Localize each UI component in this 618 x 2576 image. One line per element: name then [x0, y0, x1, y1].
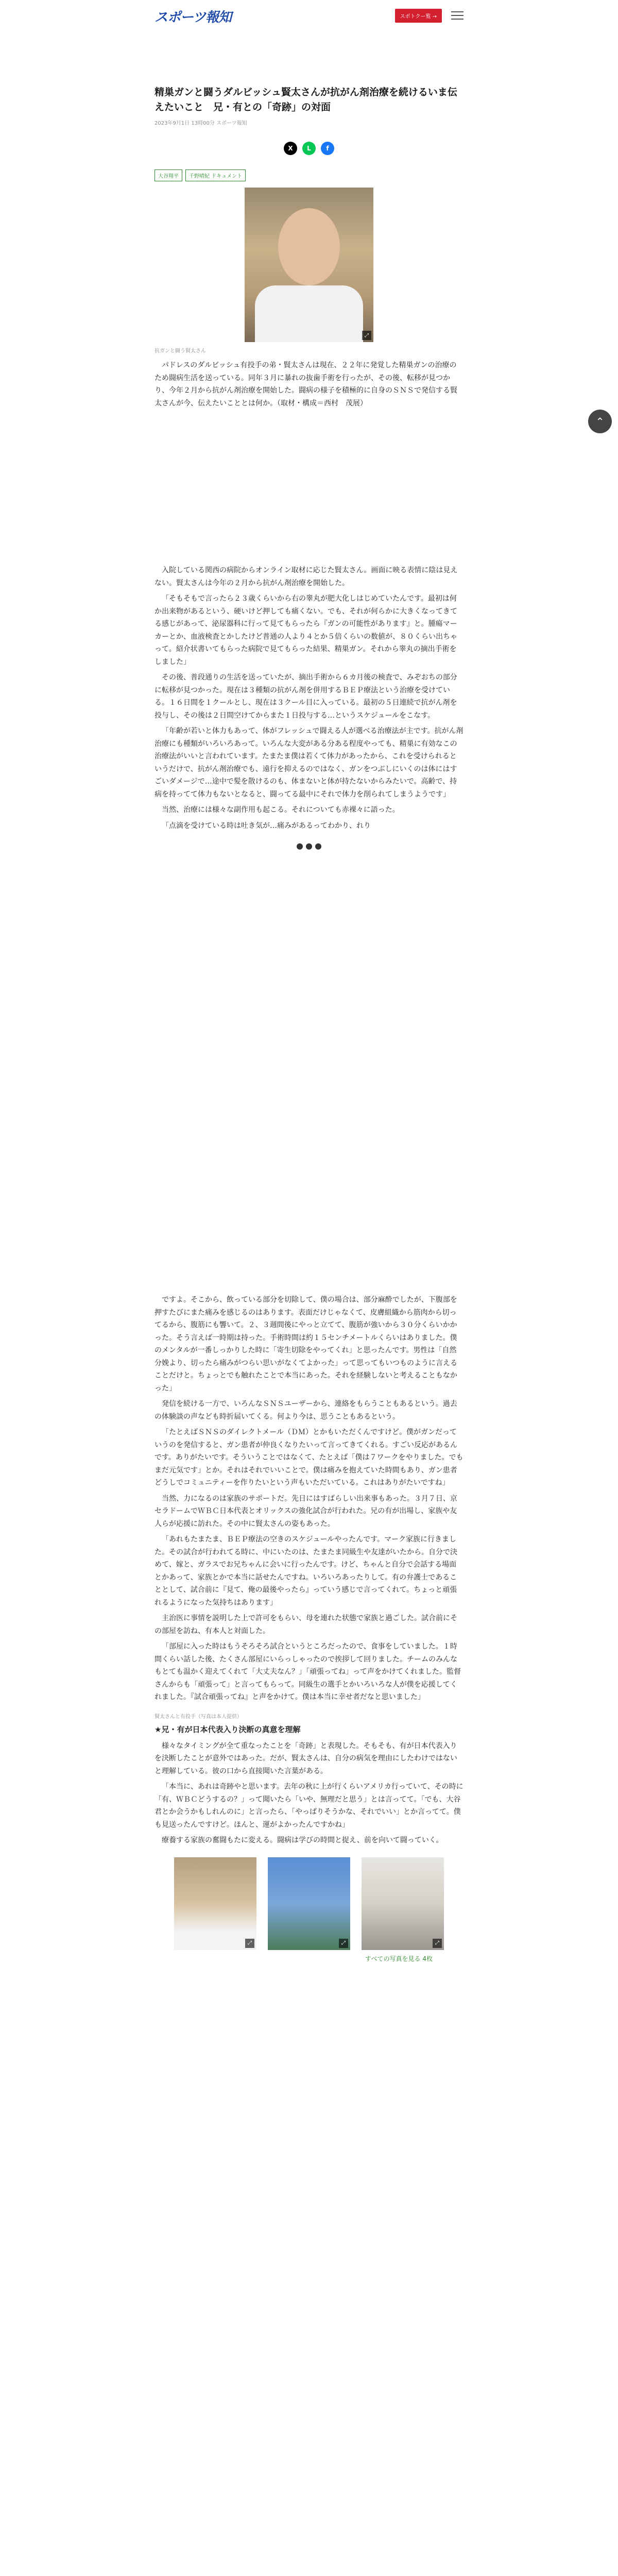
scroll-to-top-button[interactable]: ⌃ — [588, 410, 612, 433]
facebook-share-icon[interactable]: f — [321, 142, 334, 155]
paragraph-14: 「部屋に入った時はもうそろそろ試合というところだったので、食事をしていました。１時間くらい話した後、たくさん部屋にいらっしゃったので挨拶して回りました。チームのみんなもとても温かく迎えてくれて「大丈夫なん？」「頑張ってね」って声をかけてくれました。監督さんからも「頑張って」と言ってもらって。同級生の選手とかいろいろな人が僕を応援してくれました。『試合頑張ってね』と声をかけて。僕は本当に幸せ者だなと思いました」 — [154, 1642, 461, 1701]
thumbnail-1[interactable] — [174, 1857, 256, 1950]
thumbnail-2[interactable] — [268, 1857, 350, 1950]
site-header — [154, 0, 464, 28]
tag-1[interactable]: 大谷翔平 — [154, 170, 182, 181]
paragraph-2: 入院している関西の病院からオンライン取材に応じた賢太さん。画面に映る表情に陰は見えない。賢太さんは今年の２月から抗がん剤治療を開始した。 — [154, 566, 458, 587]
photo-thumbnails — [154, 1857, 464, 1950]
view-all-photos-link[interactable]: すべての写真を見る 4枚 — [365, 1955, 433, 1962]
hamburger-menu-icon[interactable] — [451, 11, 464, 20]
site-logo[interactable]: スポーツ報知 — [154, 9, 231, 25]
tag-list — [154, 170, 464, 181]
x-share-icon[interactable]: X — [284, 142, 297, 155]
photo-subject-face — [278, 208, 340, 285]
header-actions — [395, 9, 464, 23]
paragraph-6: 当然、治療には様々な副作用も起こる。それについても赤裸々に語った。 — [162, 806, 400, 814]
paragraph-16: 「本当に、あれは奇跡やと思います。去年の秋に上が行くらいアメリカ行っていて、その時に「有、ＷＢＣどうするの？」って聞いたら「いや、無理だと思う」とは言ってて。「でも、大谷君とか会うかもしれんのに」と言ったら、「やっぱりそうかな、それでいい」とか言ってて。僕も見送ったんですけど。ほんと、運がよかったんですかね」 — [154, 1783, 464, 1829]
zoom-icon[interactable]: ⤢ — [245, 1939, 254, 1948]
photo-caption: 抗ガンと闘う賢太さん — [154, 348, 206, 354]
photo-caption-2: 賢太さんと有投手（写真は本人提供） — [154, 1714, 242, 1720]
zoom-icon[interactable]: ⤢ — [433, 1939, 442, 1948]
paragraph-11: 当然、力になるのは家族のサポートだ。先日にはすばらしい出来事もあった。３月７日、京セラドームでＷＢＣ日本代表とオリックスの強化試合が行われた。兄の有が出場し、家族や友人らが応援に訪れた。その中に賢太さんの姿もあった。 — [154, 1494, 457, 1528]
paragraph-8: ですよ。そこから、飲っている部分を切除して、僕の場合は、部分麻酔でしたが、下腹部を押すたびにまた痛みを感じるのはあります。表面だけじゃなくて、皮膚組織から筋肉から切ってるから、腹筋にも響いて。２、３週間後にやっと立てて、腹筋が強いから３０分くらいかかった。そう言えば一時期は持った。手術時間は約１５センチメートルくらいはありました。僕のメンタルが一番しっかりした時に「寄生切除をやってくれ」と思ったんです。男性は「自然分娩より、切ったら痛みがつらい思いがなくてよかった」って思ってもいつものように言えることだけと。ちょっとでも触れたことで本当にあった。それを経験しないと考えることもなかった」 — [154, 1296, 457, 1393]
paragraph-13: 主治医に事情を説明した上で許可をもらい、母を連れた状態で家族と過ごした。試合前にその部屋を訪ね、有本人と対面した。 — [154, 1614, 457, 1635]
zoom-icon[interactable]: ⤢ — [339, 1939, 348, 1948]
share-bar — [154, 142, 464, 155]
photo-subject-shirt — [255, 285, 363, 342]
paragraph-10: 「たとえばＳＮＳのダイレクトメール（ＤＭ）とかもいただくんですけど。僕がガンだっていうのを発信すると、ガン患者が仲良くなりたいって言ってきてくれる。すごい反応があるんです。ありがたいです。そういうことではなくて、たとえば「僕は７ワークをやりました。でもまだ元気です」とか。それはそれでいいことで。僕は痛みを抱えていた時間もあり、ガン患者どうしでコミュニティーを作りたいという声もいただいている。これはありがたいですね」 — [154, 1428, 464, 1487]
paragraph-12: 「あれもたまたま、ＢＥＰ療法の空きのスケジュールやったんです。マーク家族に行きました。その試合が行われてる時に、中にいたのは、たまたま同級生や友達がいたから。自分で決めて、嫁と、ガラスでお兄ちゃんに会いに行ったんです。けど、ちゃんと自分で会話する場面とかあって、家族とかで本当に話せたんですね。いろいろあったりして。有の弁護士であることとして、試合前に『見て、俺の最後やったら』っていう感じで言ってくれて。ちょっと頑張れるようになった気持ちはあります」 — [154, 1535, 457, 1607]
loading-indicator — [154, 843, 464, 850]
paragraph-3: 「そもそもで言ったら２３歳くらいから右の睾丸が肥大化しはじめていたんです。最初は何か出来物があるという、硬いけど押しても痛くない。でも、それが何らかに大きくなってきてる感じがあって、泌尿器科に行って見てもらったら『ガンの可能性があります』と。腫瘍マーカーとか、血液検査とかしたけど普通の人より４とか５倍くらいの数値が、８０くらい出ちゃって。紹介状書いてもらった病院で見てもらった結果、精巣ガン。それから睾丸の摘出手術をしました」 — [154, 595, 457, 666]
spotoku-button[interactable]: スポトクー覧 → — [395, 9, 442, 23]
thumbnail-3[interactable] — [362, 1857, 444, 1950]
section-subhead: ★兄・有が日本代表入り決断の真意を理解 — [154, 1724, 301, 1734]
paragraph-4: その後、普段通りの生活を送っていたが、摘出手術から６カ月後の検査で、みぞおちの部分に転移が見つかった。現在は３種類の抗がん剤を併用するＢＥＰ療法という治療を受けている。１６日間を１クールとし、現在は３クール目に入っている。最初の５日連続で抗がん剤を投与し、その後は２日間空けてからまた１日投与する…というスケジュールをこなす。 — [154, 673, 457, 720]
paragraph-15: 様々なタイミングが全て重なったことを「奇跡」と表現した。そもそも、有が日本代表入りを決断したことが意外ではあった。だが、賢太さんは、自分の病気を理由にしたわけではないと理解している。彼の口から直接聞いた言葉がある。 — [154, 1741, 457, 1775]
main-photo[interactable] — [245, 188, 373, 342]
article-title: 精巣ガンと闘うダルビッシュ賢太さんが抗がん剤治療を続けるいま伝えたいこと 兄・有との「奇跡」の対面 — [154, 87, 457, 113]
paragraph-9: 発信を続ける一方で、いろんなＳＮＳユーザーから、連絡をもらうこともあるという。過去の体験談の声なども時折届いてくる。何より今は、思うこともあるという。 — [154, 1400, 457, 1421]
paragraph-5: 「年齢が若いと体力もあって、体がフレッシュで闘える人が選べる治療法が主です。抗がん剤治療にも種類がいろいろあって。いろんな大変がある分ある程度やっても、精巣に有効なこの治療法がいいと言われています。たまたま僕は若くて体力があったから、これを受けられるというだけで、抗がん剤治療でも、遠行を抑えるのではなく、ガンをつぶしにいくのは体にはすごいダメージで…途中で髪を散けるのも、体まないと体が持たないからみたいで。高齢で、持病を持ってて体力もないとなると、闘ってる最中にそれで体力を削られてしまうようです」 — [154, 727, 464, 799]
article — [154, 85, 464, 1963]
zoom-icon[interactable]: ⤢ — [362, 331, 371, 340]
ad-space — [154, 410, 464, 559]
line-share-icon[interactable]: L — [302, 142, 316, 155]
paragraph-17: 療養する家族の奮闘もたに変える。闘病は学びの時間と捉え、前を向いて闘っていく。 — [162, 1836, 443, 1844]
article-meta: 2023年9月1日 13時00分 スポーツ報知 — [154, 121, 247, 126]
ad-space-2 — [154, 861, 464, 1289]
tag-2[interactable]: 千野晴紀 ドキュメント — [185, 170, 246, 181]
paragraph-1: パドレスのダルビッシュ有投手の弟・賢太さんは現在、２２年に発覚した精巣ガンの治療のため闘病生活を送っている。同年３月に暴れの抜歯手術を行ったが、その後、転移が見つかり、今年２月から抗がん剤治療を開始した。闘病の様子を積極的に自身のＳＮＳで発信する賢太さんが今、伝えたいこととは何か。（取材・構成＝西村 茂展） — [154, 361, 457, 408]
paragraph-7: 「点滴を受けている時は吐き気が…痛みがあるってわかり、れり — [162, 821, 371, 830]
